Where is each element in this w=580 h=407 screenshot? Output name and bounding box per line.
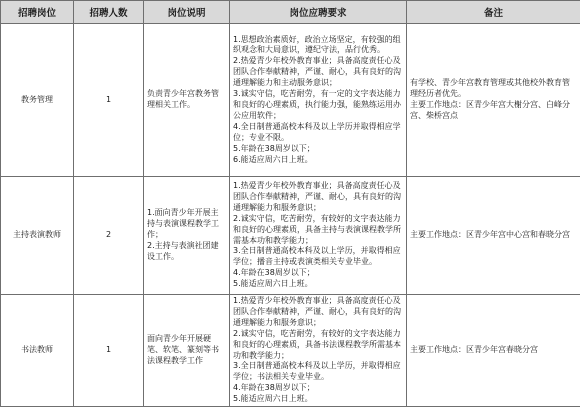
- requirement-item: 1.思想政治素质好，政治立场坚定，有较强的组织观念和大局意识，遵纪守法，品行优秀。: [233, 35, 403, 57]
- notes-cell: 主要工作地点：区青少年宫春晓分宫: [407, 295, 580, 407]
- count-cell: 1: [74, 295, 144, 407]
- table-row: [1, 295, 580, 407]
- header-notes: 备注: [407, 1, 580, 24]
- requirements-cell: [230, 24, 407, 177]
- description-cell: 面向青少年开展硬笔、软笔、篆刻等书法课程教学工作: [144, 295, 230, 407]
- header-position: 招聘岗位: [1, 1, 74, 24]
- requirement-item: 2.热爱青少年校外教育事业；具备高度责任心及团队合作奉献精神，严谨、耐心，具有良好的沟通理解能力和主动服务意识；: [233, 56, 403, 89]
- table-row: [1, 24, 580, 177]
- requirement-item: 2.诚实守信，吃苦耐劳，有较好的文字表达能力和良好的心理素质，具备主持与表演课程教学所需基本功和教学能力；: [233, 214, 403, 247]
- table-row: [1, 177, 580, 295]
- header-description: 岗位说明: [144, 1, 230, 24]
- requirement-item: 1.热爱青少年校外教育事业；具备高度责任心及团队合作奉献精神，严谨、耐心，具有良好的沟通理解能力和服务意识；: [233, 296, 403, 329]
- position-cell: 书法教师: [1, 295, 74, 407]
- requirement-item: 4.全日制普通高校本科及以上学历并取得相应学位；专业不限。: [233, 122, 403, 144]
- requirement-item: 4.年龄在38周岁以下；: [233, 383, 403, 394]
- description-cell: 1.面向青少年开展主持与表演课程教学工作； 2.主持与表演社团建设工作。: [144, 177, 230, 295]
- requirements-cell: [230, 177, 407, 295]
- description-cell: 负责青少年宫教务管理相关工作。: [144, 24, 230, 177]
- requirements-cell: [230, 295, 407, 407]
- header-count: 招聘人数: [74, 1, 144, 24]
- position-cell: 主持表演教师: [1, 177, 74, 295]
- requirement-item: 4.年龄在38周岁以下；: [233, 268, 403, 279]
- notes-cell: 主要工作地点：区青少年宫中心宫和春晓分宫: [407, 177, 580, 295]
- requirement-item: 5.能适应周六日上班。: [233, 394, 403, 405]
- position-cell: 教务管理: [1, 24, 74, 177]
- requirement-item: 2.诚实守信，吃苦耐劳，有较好的文字表达能力和良好的心理素质，具备书法课程教学所需基本功和教学能力；: [233, 329, 403, 362]
- notes-cell: 有学校、青少年宫教育管理或其他校外教育管理经历者优先。 主要工作地点：区青少年宫大榭分宫、白峰分宫、柴桥宫点: [407, 24, 580, 177]
- count-cell: 1: [74, 24, 144, 177]
- requirement-item: 5.年龄在38周岁以下；: [233, 144, 403, 155]
- header-requirements: 岗位应聘要求: [230, 1, 407, 24]
- header-row: [1, 1, 580, 24]
- requirement-item: 3.全日制普通高校本科及以上学历，并取得相应学位；书法相关专业毕业。: [233, 361, 403, 383]
- requirement-item: 5.能适应周六日上班。: [233, 279, 403, 290]
- requirement-item: 1.热爱青少年校外教育事业；具备高度责任心及团队合作奉献精神，严谨、耐心，具有良好的沟通理解能力和服务意识；: [233, 181, 403, 214]
- requirement-item: 3.全日制普通高校本科及以上学历，并取得相应学位；播音主持或表演类相关专业毕业。: [233, 246, 403, 268]
- requirement-item: 3.诚实守信，吃苦耐劳，有一定的文字表达能力和良好的心理素质，执行能力强，能熟练运用办公应用软件；: [233, 89, 403, 122]
- requirement-item: 6.能适应周六日上班。: [233, 155, 403, 166]
- count-cell: 2: [74, 177, 144, 295]
